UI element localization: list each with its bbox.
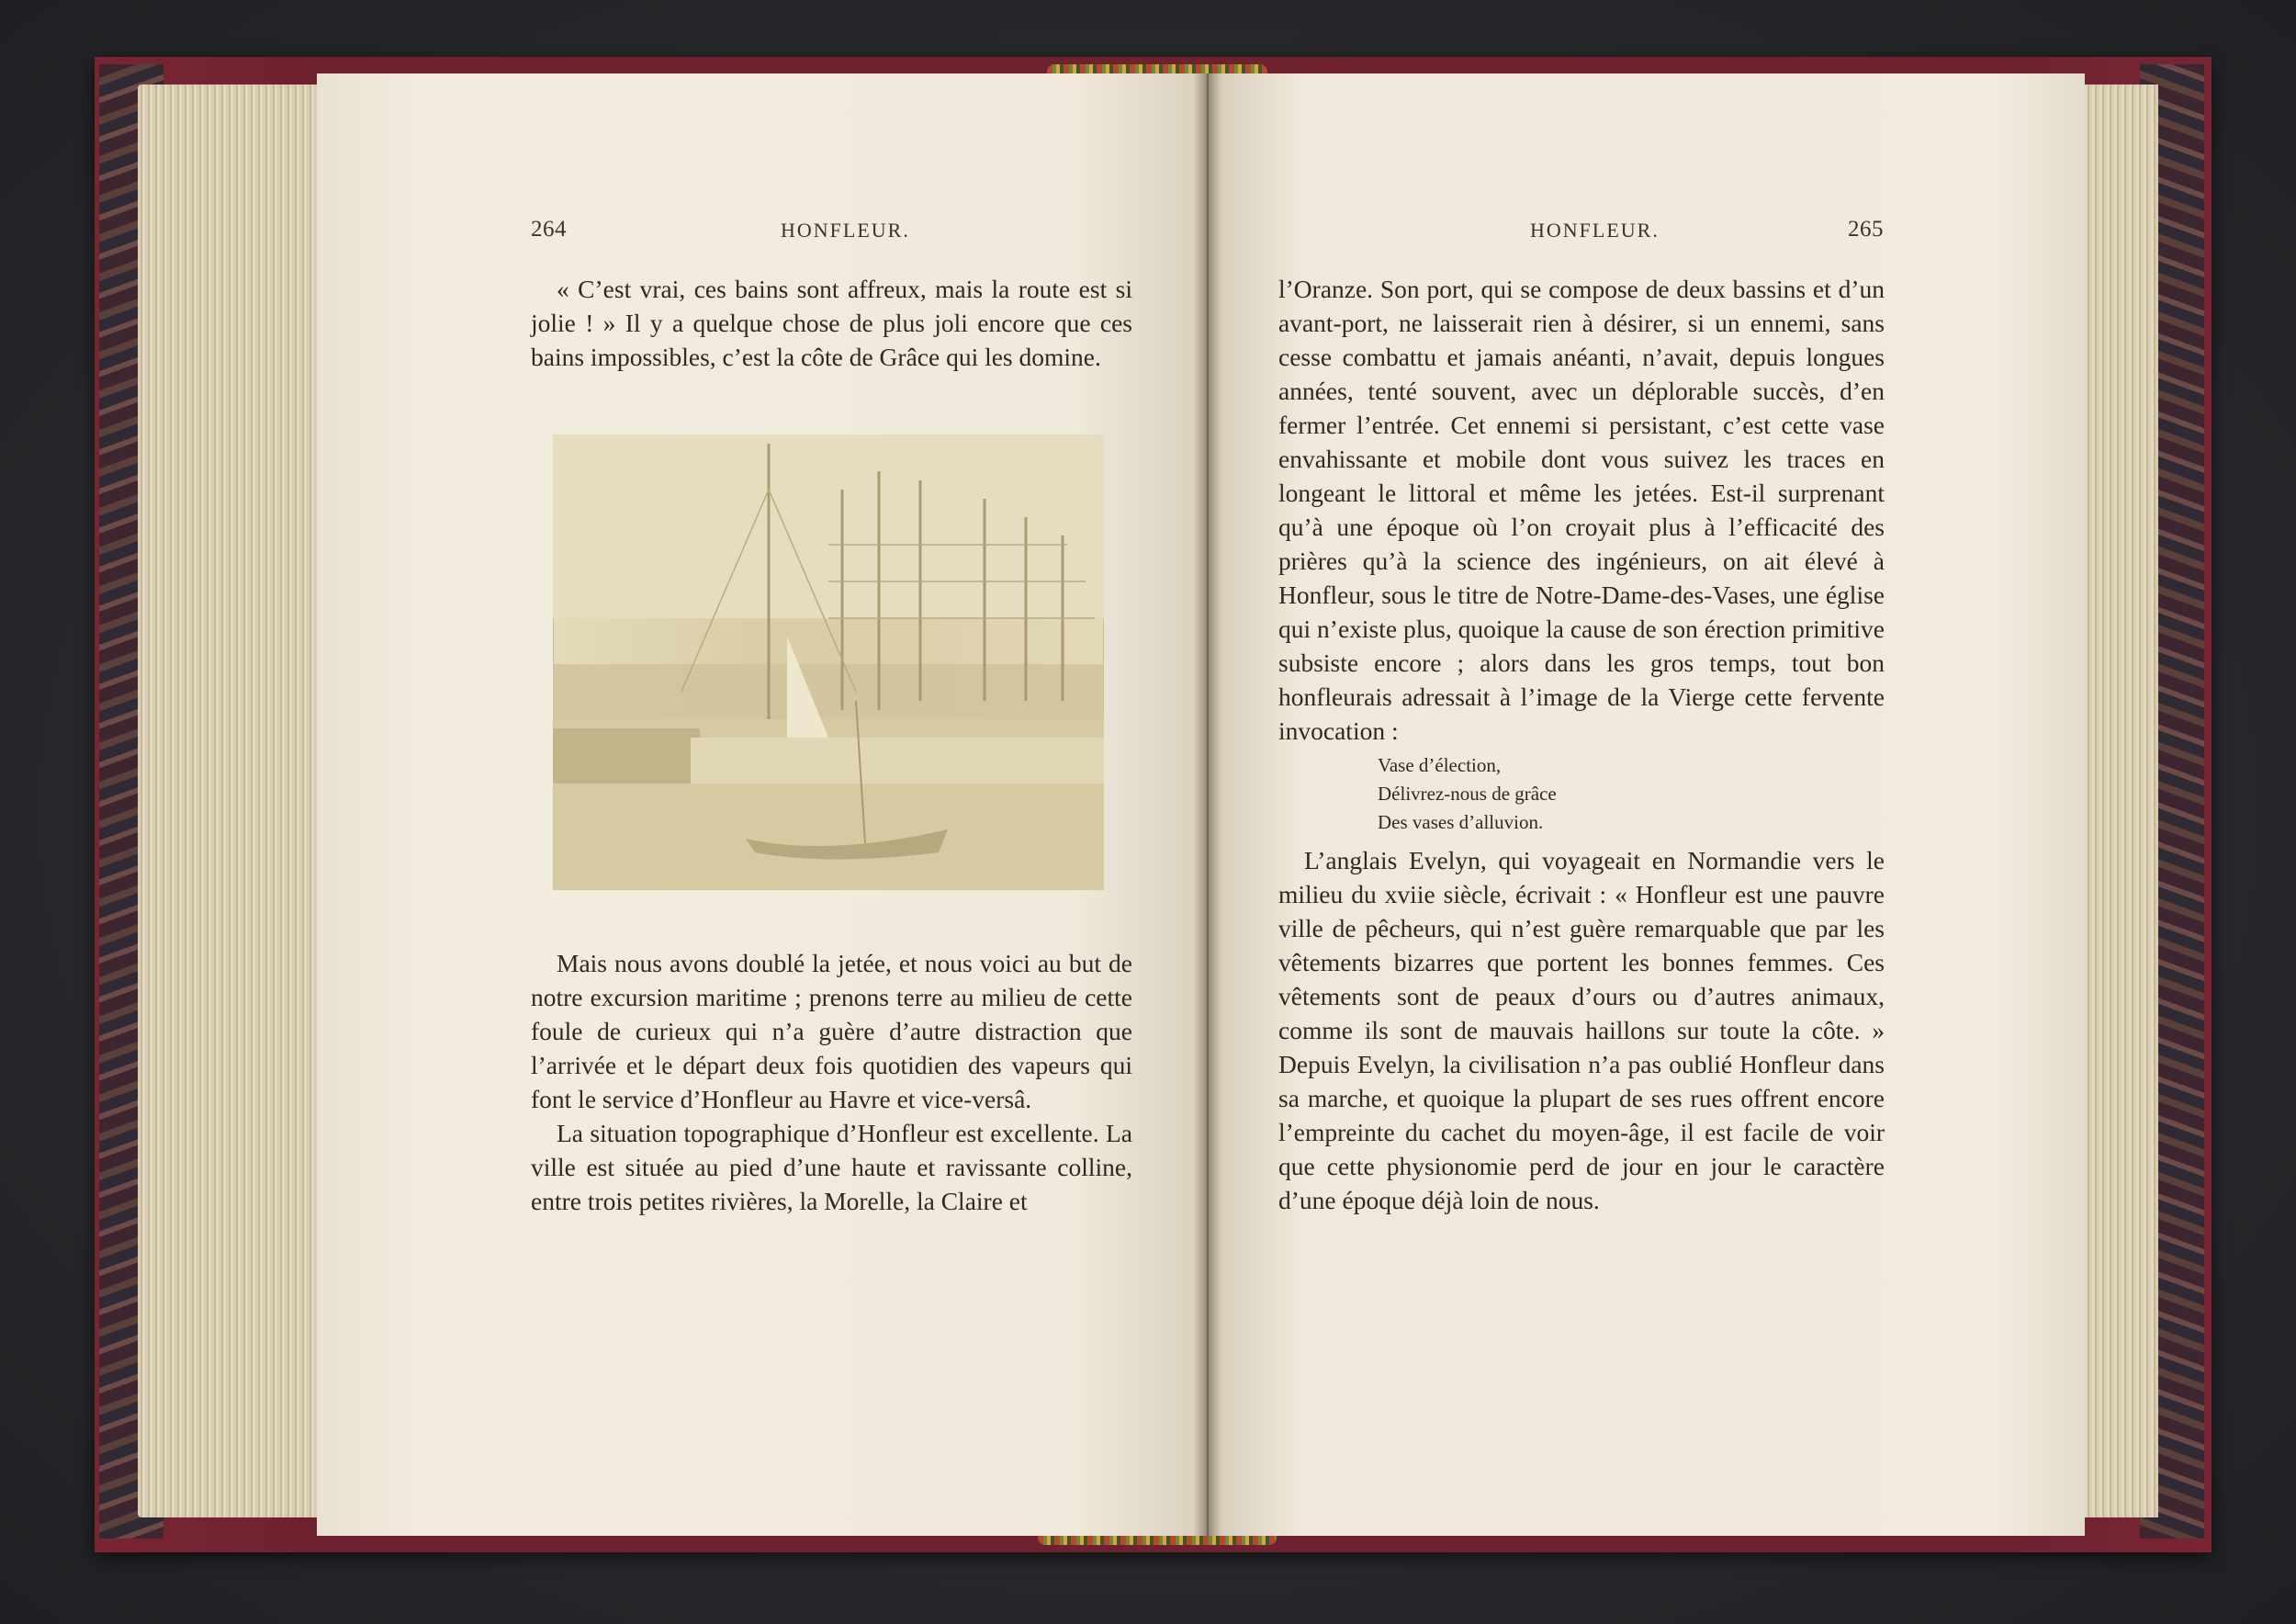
harbor-photo-drawing [553, 434, 1104, 890]
verse-block [1378, 751, 1557, 837]
left-running-head: HONFLEUR. [781, 219, 910, 242]
left-paragraph-1: « C’est vrai, ces bains sont affreux, mais la route est si jolie ! » Il y a quelque chose de plus joli encore que ces bains impossibles, c’est la côte de Grâce qui les domine. [531, 275, 1132, 371]
right-paragraph-1: l’Oranze. Son port, qui se compose de deux bassins et d’un avant-port, ne laisserait rien à désirer, si un ennemi, sans cesse combattu et jamais anéanti, n’avait, depuis longues années, tenté souvent, avec un déplorable succès, d’en fermer l’entrée. Cet ennemi si persistant, c’est cette vase envahissante et mobile dont vous suivez les traces en longeant le littoral et même les jetées. Est-il surprenant qu’à une époque où l’on croyait plus à l’efficacité des prières qu’à la science des ingénieurs, on ait élevé à Honfleur, sous le titre de Notre-Dame-des-Vases, une église qui n’existe plus, quoique la cause de son érection primitive subsiste encore ; alors dans les gros temps, tout bon honfleurais adressait à l’image de la Vierge cette fervente invocation : [1278, 275, 1885, 745]
book-gutter [1194, 73, 1221, 1536]
verse-line-3: Des vases d’alluvion. [1378, 811, 1544, 833]
page-edges-left [138, 85, 331, 1517]
verse-line-1: Vase d’élection, [1378, 754, 1502, 776]
right-paragraph-2: L’anglais Evelyn, qui voyageait en Normandie vers le milieu du xviie siècle, écrivait : « Honfleur est une pauvre ville de pêcheurs, qui n’est guère remarquable que par les vêtements bizarres que portent les bonnes femmes. Ces vêtements sont de peaux d’ours ou d’autres animaux, comme ils sont de mauvais haillons sur toute la côte. » Depuis Evelyn, la civilisation n’a pas oublié Honfleur dans sa marche, et quoique la plupart de ses rues offrent encore l’empreinte du cachet du moyen-âge, il est facile de voir que cette physionomie perd de jour en jour le caractère d’une époque déjà loin de nous. [1278, 846, 1885, 1214]
left-paragraph-2: Mais nous avons doublé la jetée, et nous voici au but de notre excursion maritime ; prenons terre au milieu de cette foule de curieux qui n’a guère d’autre distraction que l’arrivée et le départ deux fois quotidien des vapeurs qui font le service d’Honfleur au Havre et vice-versâ. [531, 949, 1132, 1113]
right-text-bottom [1278, 843, 1885, 1217]
right-running-head: HONFLEUR. [1530, 219, 1660, 242]
left-page-number: 264 [531, 217, 567, 242]
left-paragraph-3: La situation topographique d’Honfleur est excellente. La ville est située au pied d’une haute et ravissante colline, entre trois petites rivières, la Morelle, la Claire et [531, 1119, 1132, 1215]
harbor-photograph [553, 434, 1104, 890]
right-text-top [1278, 272, 1885, 748]
left-text-bottom [531, 946, 1132, 1218]
right-page-number: 265 [1848, 217, 1884, 242]
verse-line-2: Délivrez-nous de grâce [1378, 783, 1557, 805]
left-text-top [531, 272, 1132, 374]
page-edges-right [2085, 85, 2158, 1517]
